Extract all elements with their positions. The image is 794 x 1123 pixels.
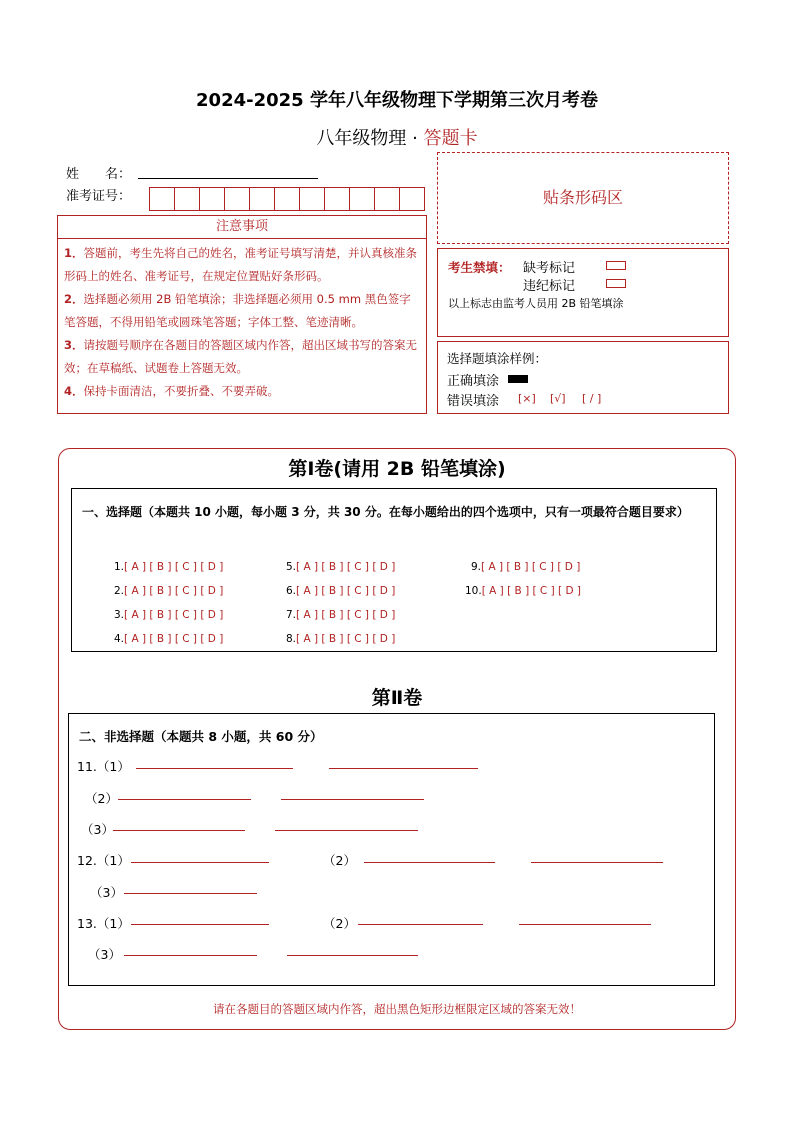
q12-3-label: （3） (90, 885, 123, 900)
proctor-marks-box (437, 248, 729, 337)
barcode-area: 贴条形码区 (437, 152, 729, 244)
notice-num: 4． (64, 384, 84, 398)
choice-question[interactable] (465, 585, 581, 597)
choice-options[interactable]: [ A ] [ B ] [ C ] [ D ] (296, 609, 396, 621)
answer-line[interactable] (131, 924, 269, 925)
correct-fill-sample (508, 375, 528, 383)
notice-text: 请按题号顺序在各题目的答题区域内作答，超出区域书写的答案无效；在草稿纸、试题卷上答题无效。 (64, 338, 418, 375)
choice-options[interactable]: [ A ] [ B ] [ C ] [ D ] (124, 585, 224, 597)
answer-line[interactable] (329, 768, 478, 769)
id-digit-box[interactable] (299, 187, 325, 211)
notice-num: 1． (64, 246, 84, 260)
answer-line[interactable] (519, 924, 651, 925)
id-digit-box[interactable] (324, 187, 350, 211)
notice-box (57, 215, 427, 414)
part2-title: 第Ⅱ卷 (371, 687, 423, 709)
answer-line[interactable] (531, 862, 663, 863)
answer-line[interactable] (364, 862, 495, 863)
choice-question[interactable] (114, 561, 223, 573)
choice-question[interactable] (471, 561, 580, 573)
answer-sheet-subtitle (0, 124, 794, 150)
question-number: 1. (114, 561, 125, 573)
answer-line[interactable] (358, 924, 483, 925)
q13-2-label: （2） (323, 916, 356, 931)
notice-num: 3． (64, 338, 84, 352)
choice-question[interactable] (114, 633, 223, 645)
question-number: 2. (114, 585, 125, 597)
nonchoice-question-box (68, 713, 715, 986)
choice-options[interactable]: [ A ] [ B ] [ C ] [ D ] (481, 561, 581, 573)
answer-line[interactable] (287, 955, 418, 956)
violation-label: 违纪标记 (523, 279, 576, 294)
choice-question[interactable] (114, 609, 223, 621)
notice-text: 答题前，考生先将自己的姓名，准考证号填写清楚，并认真核准条形码上的姓名、准考证号，在规定位置贴好条形码。 (64, 246, 418, 283)
choice-options[interactable]: [ A ] [ B ] [ C ] [ D ] (296, 561, 396, 573)
subtitle-accent: 答题卡 (423, 128, 478, 149)
id-digit-box[interactable] (249, 187, 275, 211)
choice-options[interactable]: [ A ] [ B ] [ C ] [ D ] (481, 585, 581, 597)
notice-text: 保持卡面清洁，不要折叠、不要弄破。 (83, 384, 280, 398)
id-boxes[interactable] (150, 187, 425, 211)
q12-2-label: （2） (323, 853, 356, 868)
question-number: 6. (286, 585, 297, 597)
question-number: 5. (286, 561, 297, 573)
q12-1-label: 12.（1） (77, 853, 130, 868)
question-number: 4. (114, 633, 125, 645)
sample-heading: 选择题填涂样例： (447, 351, 548, 366)
part2-instruction: 二、非选择题（本题共 8 小题，共 60 分） (79, 729, 323, 744)
notice-item (58, 288, 426, 334)
wrong-example: [×] (518, 392, 536, 405)
answer-line[interactable] (131, 862, 269, 863)
choice-options[interactable]: [ A ] [ B ] [ C ] [ D ] (124, 633, 224, 645)
notice-item (58, 334, 426, 380)
choice-options[interactable]: [ A ] [ B ] [ C ] [ D ] (124, 609, 224, 621)
q11-2-label: （2） (85, 791, 118, 806)
choice-question[interactable] (286, 585, 395, 597)
id-digit-box[interactable] (349, 187, 375, 211)
proctor-note: 以上标志由监考人员用 2B 铅笔填涂 (448, 297, 624, 310)
choice-options[interactable]: [ A ] [ B ] [ C ] [ D ] (124, 561, 224, 573)
q13-1-label: 13.（1） (77, 916, 130, 931)
wrong-example: [√] (550, 392, 566, 405)
footer-warning: 请在各题目的答题区域内作答，超出黑色矩形边框限定区域的答案无效！ (213, 1002, 581, 1016)
answer-line[interactable] (118, 799, 251, 800)
answer-line[interactable] (124, 893, 257, 894)
name-label: 姓 名： (66, 167, 132, 182)
question-number: 10. (465, 585, 482, 597)
answer-line[interactable] (113, 830, 245, 831)
id-label: 准考证号： (66, 189, 132, 204)
name-field[interactable] (138, 178, 318, 179)
choice-question[interactable] (114, 585, 223, 597)
correct-label: 正确填涂 (447, 374, 500, 389)
answer-line[interactable] (281, 799, 424, 800)
choice-question[interactable] (286, 609, 395, 621)
violation-mark-box[interactable] (606, 279, 626, 288)
notice-text: 选择题必须用 2B 铅笔填涂；非选择题必须用 0.5 mm 黑色签字笔答题，不得用铅笔或圆珠笔答题；字体工整、笔迹清晰。 (64, 292, 411, 329)
answer-line[interactable] (275, 830, 418, 831)
absent-mark-box[interactable] (606, 261, 626, 270)
prohibit-label: 考生禁填： (448, 260, 511, 275)
part1-title: 第Ⅰ卷(请用 2B 铅笔填涂) (288, 458, 506, 480)
notice-num: 2． (64, 292, 84, 306)
q11-3-label: （3） (81, 822, 114, 837)
question-number: 7. (286, 609, 297, 621)
wrong-label: 错误填涂 (447, 394, 500, 409)
absent-label: 缺考标记 (523, 261, 576, 276)
subtitle-main: 八年级物理 · (316, 128, 424, 149)
notice-heading: 注意事项 (58, 216, 426, 239)
q13-3-label: （3） (88, 947, 121, 962)
question-number: 8. (286, 633, 297, 645)
exam-title: 2024-2025 学年八年级物理下学期第三次月考卷 (196, 90, 598, 111)
answer-line[interactable] (136, 768, 293, 769)
choice-question[interactable] (286, 561, 395, 573)
q11-1-label: 11.（1） (77, 759, 130, 774)
choice-options[interactable]: [ A ] [ B ] [ C ] [ D ] (296, 633, 396, 645)
answer-line[interactable] (124, 955, 257, 956)
choice-question[interactable] (286, 633, 395, 645)
id-digit-box[interactable] (224, 187, 250, 211)
id-digit-box[interactable] (399, 187, 425, 211)
question-number: 3. (114, 609, 125, 621)
id-digit-box[interactable] (274, 187, 300, 211)
wrong-example: [ / ] (582, 392, 602, 405)
id-digit-box[interactable] (199, 187, 225, 211)
choice-options[interactable]: [ A ] [ B ] [ C ] [ D ] (296, 585, 396, 597)
id-digit-box[interactable] (374, 187, 400, 211)
part1-instruction: 一、选择题（本题共 10 小题，每小题 3 分，共 30 分。在每小题给出的四个选项中，只有一项最符合题目要求） (82, 505, 689, 519)
notice-item (58, 242, 426, 288)
id-digit-box[interactable] (174, 187, 200, 211)
notice-item (58, 380, 426, 403)
fill-sample-box (437, 341, 729, 414)
id-digit-box[interactable] (149, 187, 175, 211)
question-number: 9. (471, 561, 482, 573)
